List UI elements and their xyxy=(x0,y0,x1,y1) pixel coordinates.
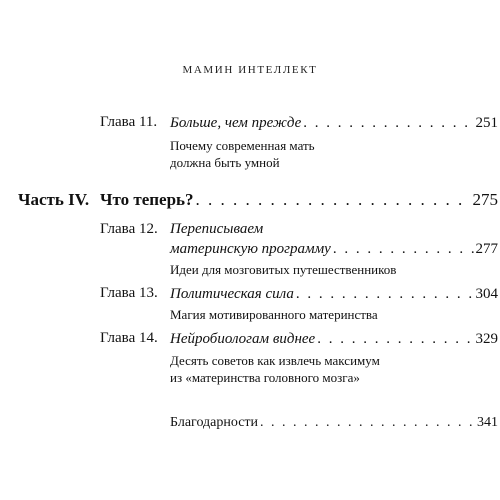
leader-dots xyxy=(333,240,474,259)
acknowledgements-entry[interactable] xyxy=(170,413,498,432)
chapter-11-title: Больше, чем прежде xyxy=(170,115,302,131)
part-4-entry[interactable] xyxy=(100,190,498,209)
leader-dots xyxy=(260,413,475,432)
chapter-12-entry[interactable] xyxy=(170,240,498,259)
chapter-11-subtitle-line-2: должна быть умной xyxy=(170,155,280,170)
chapter-13-subtitle: Магия мотивированного материнства xyxy=(170,307,378,322)
chapter-14-label: Глава 14. xyxy=(100,330,158,346)
part-4-title: Что теперь? xyxy=(100,190,194,209)
chapter-12-subtitle: Идеи для мозговитых путешественников xyxy=(170,262,397,277)
chapter-12-label: Глава 12. xyxy=(100,221,158,237)
acknowledgements-page: 341 xyxy=(477,415,498,430)
chapter-11-label: Глава 11. xyxy=(100,114,158,130)
chapter-14-subtitle-line-2: из «материнства головного мозга» xyxy=(170,370,360,385)
leader-dots xyxy=(296,285,474,304)
part-4-label: Часть IV. xyxy=(18,190,90,209)
chapter-12-title-line-2: материнскую программу xyxy=(170,241,331,257)
chapter-14-entry[interactable] xyxy=(170,330,498,349)
chapter-12-page: 277 xyxy=(475,241,498,257)
chapter-14-subtitle-line-1: Десять советов как извлечь максимум xyxy=(170,353,380,368)
chapter-14-title: Нейробиологам виднее xyxy=(170,331,316,347)
chapter-13-entry[interactable] xyxy=(170,285,498,304)
chapter-11-page: 251 xyxy=(475,115,498,131)
chapter-13-page: 304 xyxy=(475,286,498,302)
running-head: МАМИН ИНТЕЛЛЕКТ xyxy=(182,64,318,76)
leader-dots xyxy=(317,330,473,349)
leader-dots xyxy=(196,190,471,209)
chapter-13-title: Политическая сила xyxy=(170,286,294,302)
chapter-13-label: Глава 13. xyxy=(100,285,158,301)
chapter-11-subtitle-line-1: Почему современная мать xyxy=(170,138,315,153)
chapter-11-entry[interactable] xyxy=(170,114,498,133)
acknowledgements-title: Благодарности xyxy=(170,415,259,430)
chapter-14-page: 329 xyxy=(475,331,498,347)
part-4-page: 275 xyxy=(472,190,498,209)
leader-dots xyxy=(303,114,473,133)
chapter-12-title-line-1: Переписываем xyxy=(170,221,264,237)
